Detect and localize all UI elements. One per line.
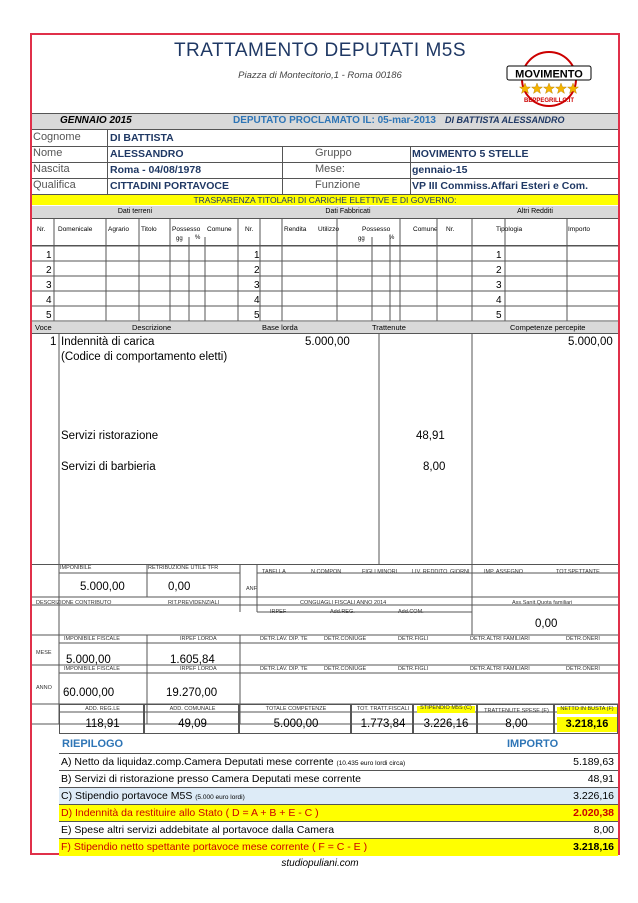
- nome-label: Nome: [33, 147, 63, 159]
- addreg-cong-label: Add.REG.: [330, 609, 355, 615]
- imponibile-label: IMPONIBILE: [60, 565, 92, 571]
- nascita-value: Roma - 04/08/1978: [110, 164, 202, 176]
- tottratt-value: 1.773,84: [360, 718, 406, 730]
- movimento-logo: [505, 50, 593, 108]
- anno-irpeflorda-value: 19.270,00: [166, 687, 218, 699]
- terreni-possesso: Possesso: [172, 226, 201, 233]
- fabbricati-gg: gg: [358, 236, 365, 242]
- altri-importo: Importo: [568, 226, 591, 233]
- trattspese-label: TRATTENUTE SPESE (E): [484, 708, 549, 714]
- properties-grid: [32, 219, 618, 323]
- stipendio-label: STIPENDIO M5S (C): [417, 706, 475, 713]
- addcom-total-label: ADD. COMUNALE: [169, 706, 216, 712]
- codice-label: (Codice di comportamento eletti): [61, 351, 228, 363]
- fabbricati-utilizzo: Utilizzo: [318, 226, 339, 233]
- mese-detrfigli-label: DETR.FIGLI: [398, 636, 429, 642]
- importo-title: IMPORTO: [507, 738, 559, 750]
- period-month: GENNAIO 2015: [60, 115, 132, 126]
- stipendio-value: 3.226,16: [423, 718, 469, 730]
- anno-detrlav-label: DETR.LAV. DIP. TE: [260, 666, 308, 672]
- funzione-label: Funzione: [315, 179, 361, 191]
- fabbricati-row-numbers: 1 2 3 4 5: [254, 250, 260, 321]
- fabbricati-rendita: Rendita: [284, 226, 307, 233]
- fabbricati-possesso: Possesso: [362, 226, 391, 233]
- ristorazione-value: 48,91: [416, 430, 445, 442]
- mese-value: gennaio-15: [412, 164, 468, 176]
- retribuzione-label: RETRIBUZIONE UTILE TFR: [148, 565, 219, 571]
- indennita-competenze: 5.000,00: [568, 336, 613, 348]
- terreni-comune: Comune: [207, 226, 232, 233]
- gruppo-label: Gruppo: [315, 147, 352, 159]
- altri-tipologia: Tipologia: [496, 226, 523, 233]
- terreni-nr: Nr.: [37, 226, 46, 233]
- mese-detroneri-label: DETR.ONERI: [566, 636, 600, 642]
- anno-impfiscale-label: IMPONIBILE FISCALE: [64, 666, 120, 672]
- descrizione-col: Descrizione: [132, 323, 172, 332]
- altri-row-numbers: 1 2 3 4 5: [496, 250, 502, 321]
- qualifica-label: Qualifica: [33, 179, 76, 191]
- terreni-pct: %: [195, 235, 201, 241]
- addcom-cong-label: Add.COM.: [398, 609, 424, 615]
- ristorazione-label: Servizi ristorazione: [61, 430, 159, 442]
- base-col: Base lorda: [262, 323, 298, 332]
- tottratt-label: TOT. TRATT.FISCALI: [356, 706, 410, 712]
- voci-grid: [32, 334, 618, 564]
- assist-value: 0,00: [535, 618, 558, 630]
- fabbricati-section: Dati Fabbricati: [325, 208, 371, 215]
- altri-nr: Nr.: [446, 226, 455, 233]
- addreg-total-label: ADD. REG.LE: [85, 706, 120, 712]
- gruppo-value: MOVIMENTO 5 STELLE: [412, 148, 529, 160]
- anno-row-label: ANNO: [36, 685, 52, 691]
- imponibile-value: 5.000,00: [80, 581, 125, 593]
- indennita-base: 5.000,00: [305, 336, 350, 348]
- fabbricati-comune: Comune: [413, 226, 438, 233]
- mese-detrlav-label: DETR.LAV. DIP. TE: [260, 636, 308, 642]
- riepilogo-header: [59, 736, 618, 753]
- anno-impfiscale-value: 60.000,00: [63, 687, 115, 699]
- nascita-label: Nascita: [33, 163, 70, 175]
- mese-detraltri-label: DETR.ALTRI FAMILIARI: [470, 636, 530, 642]
- netto-label: NETTO IN BUSTA (F): [557, 707, 617, 714]
- tabella-label: TABELLA: [262, 569, 286, 575]
- anno-detrfigli-label: DETR.FIGLI: [398, 666, 429, 672]
- fabbricati-pct: %: [389, 235, 395, 241]
- altri-section: Altri Redditi: [517, 208, 553, 215]
- riepilogo-f: F) Stipendio netto spettante portavoce mese corrente ( F = C - E ) 3.218,16: [59, 839, 618, 856]
- nome-value: ALESSANDRO: [110, 148, 184, 160]
- riepilogo-a: A) Netto da liquidaz.comp.Camera Deputati mese corrente (10.435 euro lordi circa) 5.189,63: [59, 754, 618, 771]
- anf-label: ANF: [246, 586, 257, 592]
- mese-irpeflorda-value: 1.605,84: [170, 654, 215, 666]
- mese-impfiscale-value: 5.000,00: [66, 654, 111, 666]
- trattspese-value: 8,00: [505, 718, 528, 730]
- descr-contributo-label: DESCRIZIONE CONTRIBUTO: [36, 600, 112, 606]
- anno-detroneri-label: DETR.ONERI: [566, 666, 600, 672]
- terreni-section: Dati terreni: [117, 208, 153, 215]
- cognome-value: DI BATTISTA: [110, 132, 174, 144]
- livreddito-label: LIV. REDDITO: [412, 569, 448, 575]
- terreni-domenicale: Domenicale: [58, 226, 93, 233]
- voce-number: 1: [50, 336, 57, 348]
- anno-detrconiuge-label: DETR.CONIUGE: [324, 666, 367, 672]
- trasparenza-bar: TRASPARENZA TITOLARI DI CARICHE ELETTIVE E DI GOVERNO:: [32, 195, 618, 205]
- riepilogo-c: C) Stipendio portavoce M5S (5.000 euro lordi) 3.226,16: [59, 788, 618, 805]
- riepilogo-d: D) Indennità da restituire allo Stato ( D = A + B + E - C ) 2.020,38: [59, 805, 618, 822]
- fabbricati-nr: Nr.: [245, 226, 254, 233]
- conguagli-label: CONGUAGLI FISCALI ANNO 2014: [300, 600, 387, 606]
- totspettante-label: TOT.SPETTANTE: [556, 569, 600, 575]
- totals-row: [59, 704, 618, 734]
- riepilogo-title: RIEPILOGO: [62, 738, 124, 750]
- impassegno-label: IMP. ASSEGNO: [484, 569, 524, 575]
- terreni-titolo: Titolo: [141, 226, 157, 233]
- competenze-col: Competenze percepite: [510, 323, 586, 332]
- svg-text:BEPPEGRILLO.IT: BEPPEGRILLO.IT: [523, 98, 575, 104]
- indennita-label: Indennità di carica: [61, 336, 155, 348]
- footer-site: studiopuliani.com: [281, 858, 359, 869]
- riepilogo-b: B) Servizi di ristorazione presso Camera Deputati mese corrente 48,91: [59, 771, 618, 788]
- svg-text:MOVIMENTO: MOVIMENTO: [515, 68, 583, 81]
- barbieria-label: Servizi di barbieria: [61, 461, 156, 473]
- addcom-total-value: 49,09: [178, 718, 207, 730]
- terreni-agrario: Agrario: [108, 226, 129, 233]
- voci-header: [32, 322, 618, 334]
- riepilogo-e: E) Spese altri servizi addebitate al portavoce dalla Camera 8,00: [59, 822, 618, 839]
- anno-detraltri-label: DETR.ALTRI FAMILIARI: [470, 666, 530, 672]
- netto-value: 3.218,16: [557, 717, 617, 732]
- giorni-label: GIORNI: [450, 569, 470, 575]
- anno-irpeflorda-label: IRPEF LORDA: [180, 666, 217, 672]
- page-title: TRATTAMENTO DEPUTATI M5S: [173, 40, 467, 61]
- figli-label: FIGLI MINORI: [362, 569, 398, 575]
- cognome-label: Cognome: [33, 131, 81, 143]
- page-subtitle: Piazza di Montecitorio,1 - Roma 00186: [238, 70, 402, 81]
- addreg-total-value: 118,91: [85, 718, 120, 730]
- totcomp-value: 5.000,00: [273, 718, 319, 730]
- mese-irpeflorda-label: IRPEF LORDA: [180, 636, 217, 642]
- proclaimed-date: DEPUTATO PROCLAMATO IL: 05-mar-2013: [233, 115, 436, 126]
- riepilogo-rows: [59, 753, 618, 855]
- terreni-gg: gg: [176, 236, 183, 242]
- rit-previdenziali-label: RIT.PREVIDENZIALI: [168, 600, 220, 606]
- assist-label: Ass.Sanit.Quota familiari: [512, 600, 573, 606]
- totcomp-label: TOTALE COMPETENZE: [265, 706, 327, 712]
- voce-col: Voce: [35, 323, 52, 332]
- deputy-name: DI BATTISTA ALESSANDRO: [445, 115, 565, 125]
- terreni-row-numbers: 1 2 3 4 5: [46, 250, 52, 321]
- ncompon-label: N.COMPON: [311, 569, 342, 575]
- qualifica-value: CITTADINI PORTAVOCE: [110, 180, 229, 192]
- mese-label: Mese:: [315, 163, 345, 175]
- funzione-value: VP III Commiss.Affari Esteri e Com.: [412, 180, 589, 192]
- mese-row-label: MESE: [36, 650, 52, 656]
- barbieria-value: 8,00: [423, 461, 446, 473]
- mese-detrconiuge-label: DETR.CONIUGE: [324, 636, 367, 642]
- retribuzione-value: 0,00: [168, 581, 191, 593]
- mese-impfiscale-label: IMPONIBILE FISCALE: [64, 636, 120, 642]
- trattenute-col: Trattenute: [372, 323, 406, 332]
- irpef-label: IRPEF: [270, 609, 287, 615]
